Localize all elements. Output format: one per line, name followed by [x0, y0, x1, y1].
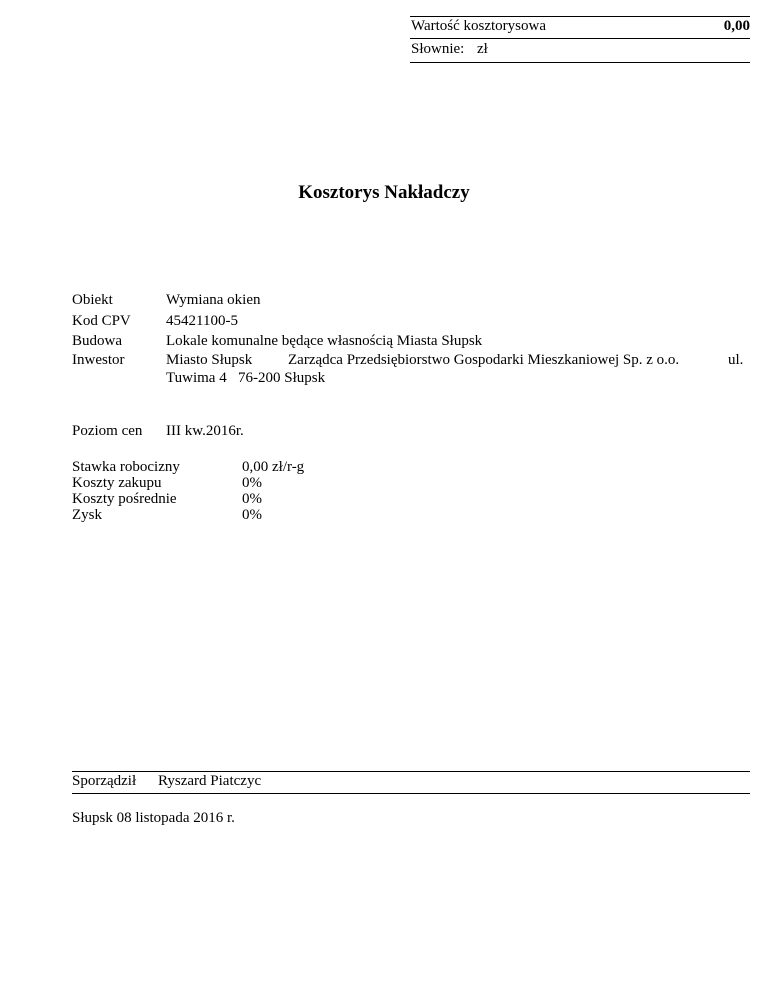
header-bottom-rule — [410, 62, 750, 63]
rate-label: Stawka robocizny — [72, 459, 180, 475]
cpv-label: Kod CPV — [72, 313, 131, 329]
rate-value: 0% — [242, 475, 262, 491]
inwestor-label: Inwestor — [72, 352, 125, 368]
page-title: Kosztorys Nakładczy — [298, 182, 470, 203]
budowa-value: Lokale komunalne będące własnością Miasta Słupsk — [166, 333, 483, 349]
obiekt-value: Wymiana okien — [166, 292, 261, 308]
cpv-value: 45421100-5 — [166, 313, 238, 329]
inwestor-city: 76-200 Słupsk — [238, 370, 326, 386]
place-date: Słupsk 08 listopada 2016 r. — [72, 810, 235, 826]
inwestor-manager: Zarządca Przedsiębiorstwo Gospodarki Mieszkaniowej Sp. z o.o. — [288, 352, 680, 368]
words-value: zł — [477, 41, 488, 57]
value-amount: 0,00 — [723, 18, 750, 34]
prepared-value: Ryszard Piatczyc — [158, 773, 262, 789]
poziom-cen-value: III kw.2016r. — [166, 423, 244, 439]
inwestor-street-prefix: ul. — [728, 352, 744, 368]
inwestor-name: Miasto Słupsk — [166, 352, 253, 368]
inwestor-street: Tuwima 4 — [166, 370, 227, 386]
words-label: Słownie: — [411, 41, 465, 57]
header-mid-rule — [410, 38, 750, 39]
obiekt-label: Obiekt — [72, 292, 113, 308]
footer-top-rule — [72, 771, 750, 772]
budowa-label: Budowa — [72, 333, 122, 349]
rate-label: Zysk — [72, 507, 102, 523]
poziom-cen-label: Poziom cen — [72, 423, 143, 439]
rate-label: Koszty zakupu — [72, 475, 162, 491]
rate-label: Koszty pośrednie — [72, 491, 177, 507]
prepared-label: Sporządził — [72, 773, 137, 789]
rate-value: 0% — [242, 491, 262, 507]
footer-bottom-rule — [72, 793, 750, 794]
rate-value: 0,00 zł/r-g — [242, 459, 305, 475]
rate-value: 0% — [242, 507, 262, 523]
value-label: Wartość kosztorysowa — [411, 18, 547, 34]
header-top-rule — [410, 16, 750, 17]
